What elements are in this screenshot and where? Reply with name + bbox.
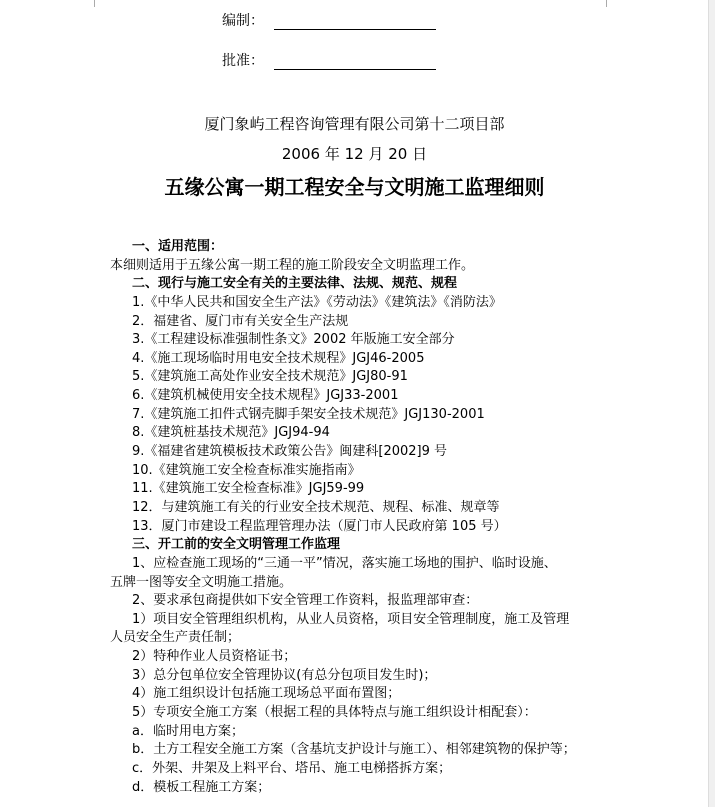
section-heading: 一、适用范围：	[132, 239, 224, 254]
paragraph: 本细则适用于五缘公寓一期工程的施工阶段安全文明监理工作。	[110, 257, 475, 273]
sub-item: 3）总分包单位安全管理协议(有总分包项目发生时)；	[132, 667, 437, 683]
page-corner-mark-right	[606, 0, 615, 7]
list-item: 2．福建省、厦门市有关安全生产法规	[132, 313, 349, 329]
paragraph: 五牌一图等安全文明施工措施。	[110, 574, 293, 590]
scrollbar-edge[interactable]	[708, 0, 715, 807]
plan-item: d．模板工程施工方案；	[132, 779, 271, 795]
paragraph: 2、要求承包商提供如下安全管理工作资料，报监理部审查：	[132, 593, 479, 609]
list-item: 12．与建筑施工有关的行业安全技术规范、规程、标准、规章等	[132, 499, 500, 515]
list-item: 13．厦门市建设工程监理管理办法（厦门市人民政府第 105 号）	[132, 518, 507, 534]
list-item: 3.《工程建设标准强制性条文》2002 年版施工安全部分	[132, 332, 455, 348]
sub-item: 4）施工组织设计包括施工现场总平面布置图；	[132, 686, 401, 702]
list-item: 4.《施工现场临时用电安全技术规程》JGJ46-2005	[132, 350, 425, 366]
section-heading: 三、开工前的安全文明管理工作监理	[132, 537, 341, 553]
document-body	[110, 238, 622, 797]
plan-item: b．土方工程安全施工方案（含基坑支护设计与施工）、相邻建筑物的保护等；	[132, 742, 576, 758]
sub-item: 1）项目安全管理组织机构，从业人员资格，项目安全管理制度，施工及管理	[132, 611, 570, 627]
list-item: 8.《建筑桩基技术规范》JGJ94-94	[132, 425, 330, 441]
signoff-bianzhi-row	[222, 10, 436, 30]
sub-item: 2）特种作业人员资格证书；	[132, 649, 297, 665]
signoff-pizhun-row	[222, 50, 436, 70]
list-item: 7.《建筑施工扣件式钢壳脚手架安全技术规范》JGJ130-2001	[132, 406, 485, 422]
plan-item: c．外架、井架及上料平台、塔吊、施工电梯搭拆方案；	[132, 760, 452, 776]
list-item: 10.《建筑施工安全检查标准实施指南》	[132, 462, 361, 478]
company-name: 厦门象屿工程咨询管理有限公司第十二项目部	[204, 115, 505, 133]
plan-item: a．临时用电方案；	[132, 723, 244, 739]
list-item: 5.《建筑施工高处作业安全技术规范》JGJ80-91	[132, 369, 408, 385]
bianzhi-label: 编制：	[222, 13, 264, 29]
sub-item: 5）专项安全施工方案（根据工程的具体特点与施工组织设计相配套）：	[132, 705, 537, 721]
pizhun-signature-line	[274, 55, 436, 70]
list-item: 9.《福建省建筑模板技术政策公告》闽建科[2002]9 号	[132, 444, 448, 460]
document-date: 2006 年 12 月 20 日	[281, 145, 428, 163]
pizhun-label: 批准：	[222, 53, 264, 69]
section-heading: 二、现行与施工安全有关的主要法律、法规、规范、规程	[132, 276, 458, 292]
page-corner-mark-left	[86, 0, 95, 7]
list-item: 1.《中华人民共和国安全生产法》《劳动法》《建筑法》《消防法》	[132, 294, 502, 310]
document-title: 五缘公寓一期工程安全与文明施工监理细则	[164, 175, 545, 199]
bianzhi-signature-line	[274, 15, 436, 30]
list-item: 6.《建筑机械使用安全技术规程》JGJ33-2001	[132, 388, 399, 404]
sub-item: 人员安全生产责任制；	[110, 630, 241, 646]
list-item: 11.《建筑施工安全检查标准》JGJ59-99	[132, 481, 365, 497]
paragraph: 1、应检查施工现场的“三通一平”情况，落实施工场地的围护、临时设施、	[132, 555, 557, 571]
